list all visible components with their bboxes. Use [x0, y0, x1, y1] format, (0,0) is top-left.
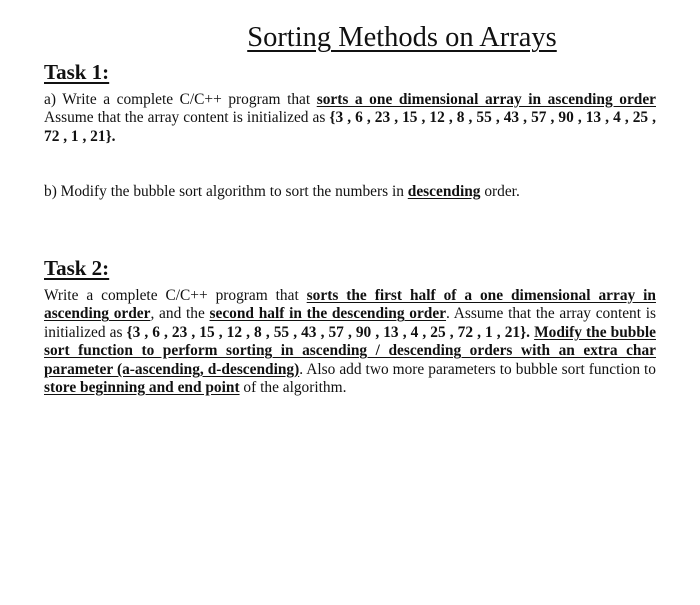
- task1-part-b: [44, 183, 656, 201]
- task2-array-values: {3 , 6 , 23 , 15 , 12 , 8 , 55 , 43 , 57 , 90 , 13 , 4 , 25 , 72 , 1 , 21}.: [126, 323, 531, 341]
- task2-text-3: . Assume that the array content is initialized as: [44, 305, 657, 341]
- task2-emphasis-3: Modify the bubble sort function to perform sorting in ascending / descending orders with an extra char parameter (a-ascending, d-descending): [44, 323, 656, 378]
- task2-paragraph: [44, 287, 656, 397]
- task1-a-emphasis-1: sorts a one dimensional array in ascending order: [316, 91, 656, 108]
- task1-a-text-1: a) Write a complete C/C++ program that: [44, 91, 317, 108]
- task2-heading: Task 2:: [44, 256, 110, 280]
- page-title: Sorting Methods on Arrays: [247, 22, 557, 53]
- task2-text-6: of the algorithm.: [239, 379, 347, 397]
- task1-part-a: [44, 91, 656, 146]
- task2-text-5: . Also add two more parameters to bubble sort function to: [299, 360, 656, 378]
- task1-a-array-values: {3 , 6 , 23 , 15 , 12 , 8 , 55 , 43 , 57 , 90 , 13 , 4 , 25 , 72 , 1 , 21}.: [44, 109, 656, 145]
- task1-b-text-1: b) Modify the bubble sort algorithm to sort the numbers in: [44, 183, 408, 200]
- task2-emphasis-4: store beginning and end point: [44, 379, 240, 397]
- task1-a-text-2: Assume that the array content is initialized as: [44, 109, 330, 127]
- task1-heading: Task 1:: [44, 60, 110, 84]
- task2-text-1: Write a complete C/C++ program that: [44, 287, 307, 304]
- task2-emphasis-1: sorts the first half of a one dimensional array in ascending order: [44, 287, 656, 323]
- task2-text-2: , and the: [150, 305, 210, 323]
- task2-emphasis-2: second half in the descending order: [209, 305, 447, 323]
- task1-b-text-2: order.: [480, 183, 520, 200]
- task1-b-emphasis: descending: [407, 183, 481, 200]
